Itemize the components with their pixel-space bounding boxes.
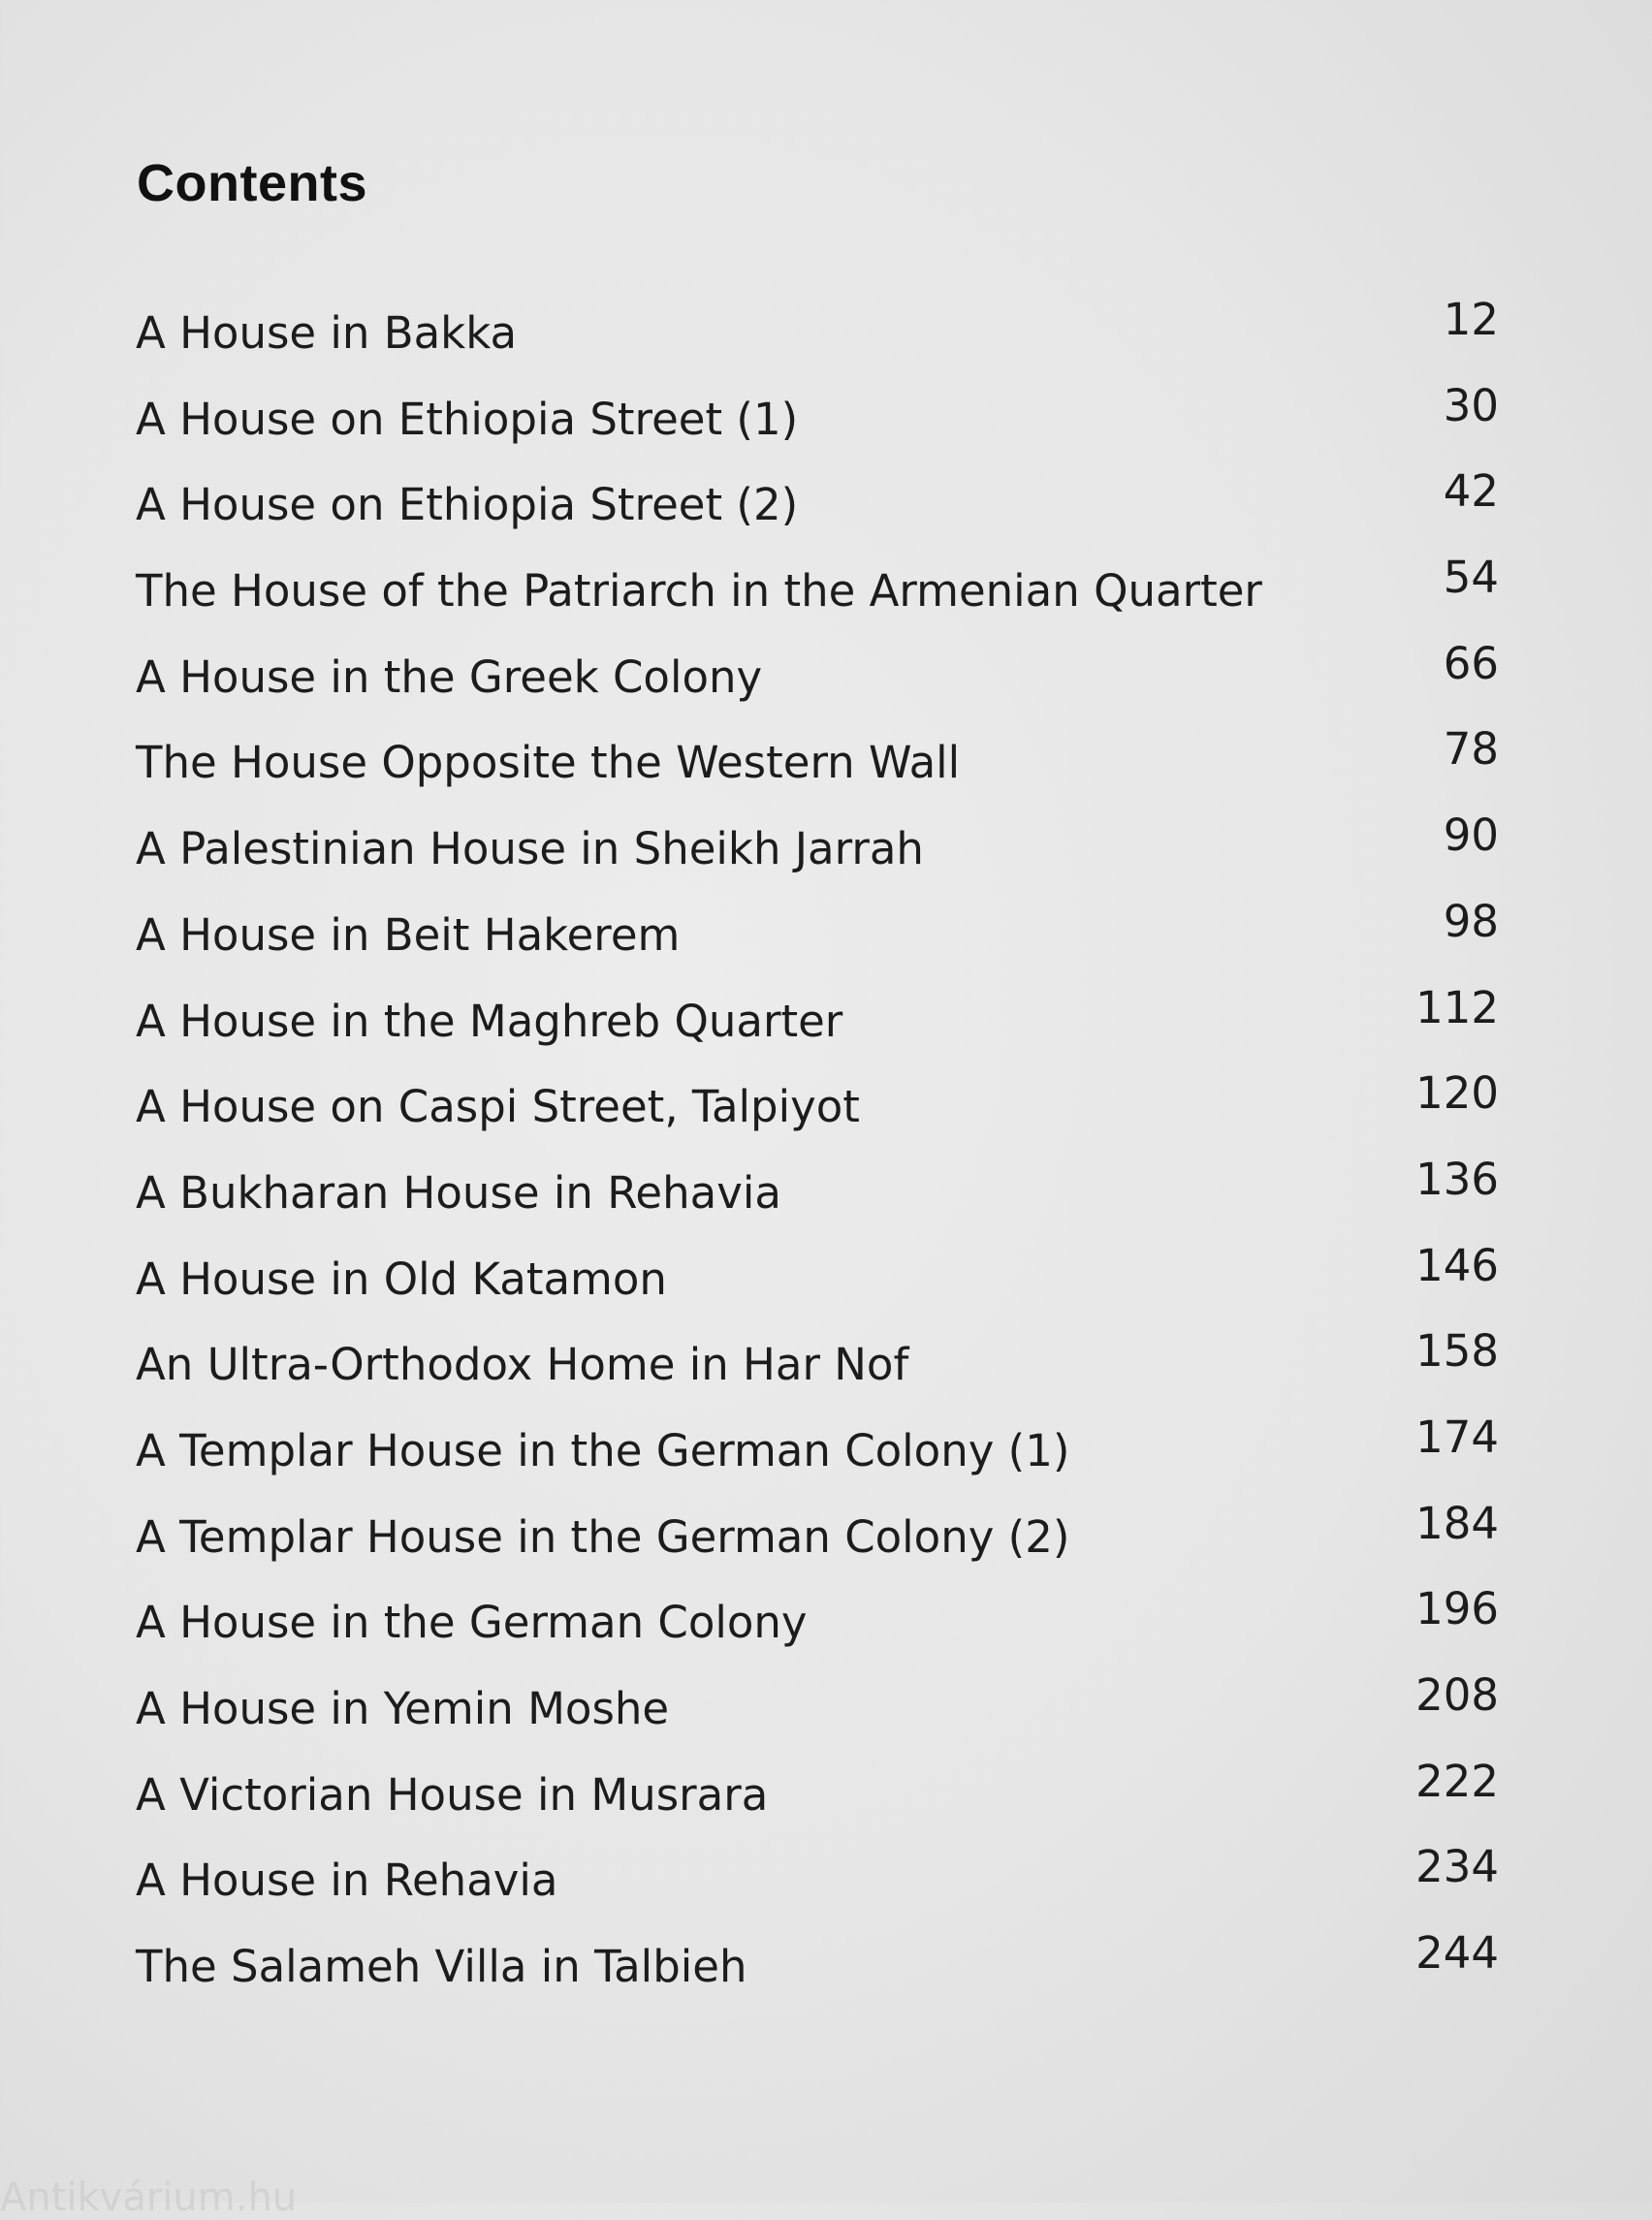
toc-entry: [136, 635, 1512, 721]
toc-entry: [136, 377, 1512, 463]
toc-entry-title: A House on Ethiopia Street (1): [136, 393, 799, 445]
toc-entry-page: 12: [1443, 294, 1499, 345]
table-of-contents: [136, 291, 1512, 2011]
toc-entry-page: 222: [1415, 1755, 1499, 1807]
toc-entry: [136, 1753, 1512, 1839]
toc-entry-page: 208: [1415, 1669, 1499, 1721]
toc-entry-page: 120: [1415, 1067, 1499, 1120]
toc-entry-title: A House in the Greek Colony: [136, 650, 763, 703]
toc-entry-page: 146: [1415, 1239, 1499, 1291]
toc-entry-page: 42: [1443, 465, 1499, 518]
toc-entry-title: A House in Yemin Moshe: [136, 1683, 670, 1734]
toc-entry-page: 158: [1415, 1325, 1499, 1378]
toc-entry-title: A Templar House in the German Colony (1): [136, 1424, 1070, 1476]
toc-entry-page: 54: [1443, 552, 1499, 604]
toc-entry-page: 90: [1443, 809, 1499, 862]
toc-entry: [136, 1580, 1512, 1666]
toc-entry-page: 30: [1443, 379, 1499, 431]
toc-entry-page: 78: [1443, 723, 1499, 776]
toc-entry-title: A Templar House in the German Colony (2): [136, 1510, 1070, 1563]
toc-entry: [136, 1838, 1512, 1924]
toc-entry-title: An Ultra-Orthodox Home in Har Nof: [136, 1339, 909, 1391]
watermark: Antikvárium.hu: [0, 2175, 298, 2220]
toc-entry-page: 244: [1415, 1927, 1499, 1980]
toc-entry: [136, 549, 1512, 635]
toc-entry-page: 112: [1415, 981, 1499, 1033]
toc-entry-page: 66: [1443, 637, 1499, 689]
toc-entry: [136, 1409, 1512, 1495]
toc-entry-page: 184: [1415, 1497, 1499, 1549]
toc-entry-title: A House in the Maghreb Quarter: [136, 995, 843, 1047]
toc-entry: [136, 1924, 1512, 2011]
toc-entry-title: The House of the Patriarch in the Armenian Quarter: [136, 565, 1262, 618]
toc-entry: [136, 1495, 1512, 1581]
toc-entry: [136, 1151, 1512, 1237]
toc-entry: [136, 807, 1512, 893]
toc-entry-title: A Palestinian House in Sheikh Jarrah: [136, 823, 924, 875]
toc-entry: [136, 893, 1512, 979]
toc-entry-title: A House on Caspi Street, Talpiyot: [136, 1081, 860, 1133]
toc-entry-title: A Victorian House in Musrara: [136, 1768, 769, 1821]
toc-entry: [136, 291, 1512, 377]
toc-entry-title: A House in Rehavia: [136, 1855, 558, 1907]
toc-entry-page: 174: [1415, 1411, 1499, 1463]
contents-heading: Contents: [137, 154, 367, 212]
toc-entry-title: A House in Beit Hakerem: [136, 908, 681, 961]
toc-entry: [136, 1666, 1512, 1753]
toc-entry: [136, 720, 1512, 807]
toc-entry-page: 98: [1443, 895, 1499, 947]
toc-entry: [136, 1064, 1512, 1151]
toc-entry-page: 196: [1415, 1583, 1499, 1635]
toc-entry-page: 234: [1415, 1841, 1499, 1893]
toc-entry: [136, 979, 1512, 1065]
toc-entry-title: The Salameh Villa in Talbieh: [136, 1941, 747, 1993]
toc-entry: [136, 462, 1512, 549]
toc-entry-title: A House in Bakka: [136, 307, 518, 359]
toc-entry-title: A House in the German Colony: [136, 1597, 808, 1649]
toc-entry: [136, 1322, 1512, 1409]
toc-entry-title: A House in Old Katamon: [136, 1253, 667, 1305]
toc-entry-title: A House on Ethiopia Street (2): [136, 479, 799, 531]
toc-entry-title: The House Opposite the Western Wall: [136, 737, 961, 789]
toc-entry-page: 136: [1415, 1153, 1499, 1205]
toc-entry: [136, 1237, 1512, 1323]
toc-entry-title: A Bukharan House in Rehavia: [136, 1166, 781, 1219]
